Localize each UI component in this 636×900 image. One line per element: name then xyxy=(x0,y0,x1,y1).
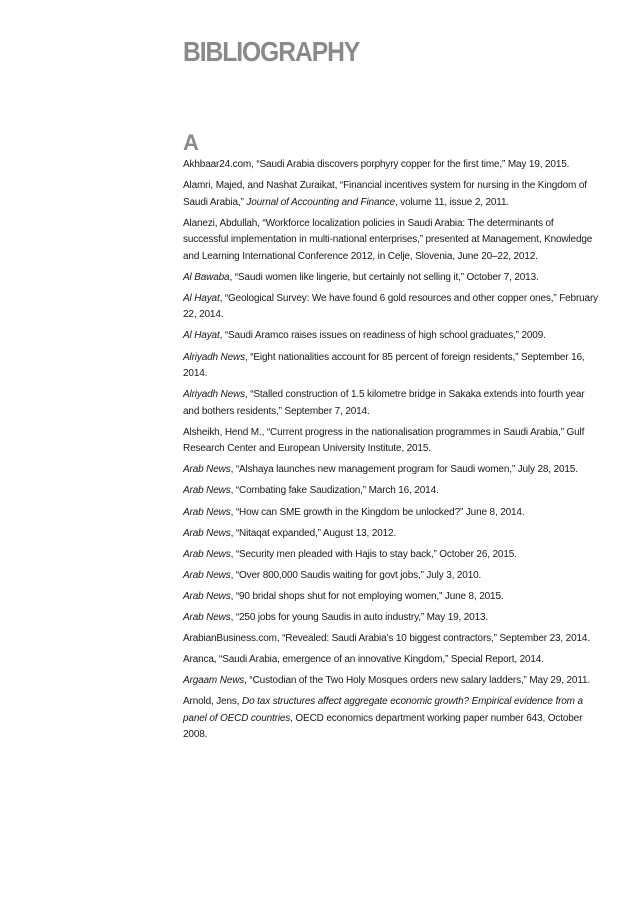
bibliography-entry: Arnold, Jens, Do tax structures affect aggregate economic growth? Empirical evidence from a panel of OECD countries, OECD economics department working paper number 643, October 2008. xyxy=(183,696,583,741)
bibliography-entry: ArabianBusiness.com, “Revealed: Saudi Arabia’s 10 biggest contractors,” September 23, 2014. xyxy=(183,633,590,645)
bibliography-entry: Alriyadh News, “Eight nationalities account for 85 percent of foreign residents,” September 16, 2014. xyxy=(183,351,585,380)
bibliography-entry: Arab News, “How can SME growth in the Kingdom be unlocked?” June 8, 2014. xyxy=(183,506,525,518)
bibliography-entry: Alriyadh News, “Stalled construction of 1.5 kilometre bridge in Sakaka extends into fourth year and bothers residents,” September 7, 2014. xyxy=(183,389,585,417)
bibliography-entry: Argaam News, “Custodian of the Two Holy Mosques orders new salary ladders,” May 29, 2011. xyxy=(183,675,591,687)
bibliography-entry: Alamri, Majed, and Nashat Zuraikat, “Financial incentives system for nursing in the Kingdom of Saudi Arabia,” Journal of Accounting and Finance, volume 11, issue 2, 2011. xyxy=(183,180,587,208)
section-letter: A xyxy=(183,130,199,155)
bibliography-entry: Arab News, “250 jobs for young Saudis in auto industry,” May 19, 2013. xyxy=(183,612,489,623)
bibliography-list xyxy=(183,157,598,748)
bibliography-entry: Arab News, “90 bridal shops shut for not employing women,” June 8, 2015. xyxy=(183,590,504,602)
bibliography-entry: Al Hayat, “Saudi Aramco raises issues on readiness of high school graduates,” 2009. xyxy=(183,330,546,342)
bibliography-entry: Arab News, “Over 800,000 Saudis waiting for govt jobs,” July 3, 2010. xyxy=(183,569,482,581)
bibliography-entry: Al Bawaba, “Saudi women like lingerie, but certainly not selling it,” October 7, 2013. xyxy=(183,271,539,283)
bibliography-entry: Arab News, “Security men pleaded with Hajis to stay back,” October 26, 2015. xyxy=(183,548,517,560)
bibliography-entry: Alanezi, Abdullah, “Workforce localization policies in Saudi Arabia: The determinants of successful implementation in multi-national enterprises,” presented at Management, Knowledge and Learning International Conference 2012, in Celje, Slovenia, June 20–22, 2012. xyxy=(183,217,593,262)
page-title: BIBLIOGRAPHY xyxy=(183,36,360,67)
bibliography-entry: Aranca, “Saudi Arabia, emergence of an innovative Kingdom,” Special Report, 2014. xyxy=(183,654,544,666)
bibliography-entry: Al Hayat, “Geological Survey: We have found 6 gold resources and other copper ones,” February 22, 2014. xyxy=(183,292,598,321)
bibliography-entry: Arab News, “Nitaqat expanded,” August 13, 2012. xyxy=(183,527,397,539)
bibliography-entry: Alsheikh, Hend M., “Current progress in the nationalisation programmes in Saudi Arabia,” Gulf Research Center and European University Institute, 2015. xyxy=(183,426,585,455)
bibliography-entry: Arab News, “Combating fake Saudization,” March 16, 2014. xyxy=(183,485,439,497)
bibliography-entry: Akhbaar24.com, “Saudi Arabia discovers porphyry copper for the first time,” May 19, 2015. xyxy=(183,159,570,170)
bibliography-entry: Arab News, “Alshaya launches new management program for Saudi women,” July 28, 2015. xyxy=(183,464,578,476)
